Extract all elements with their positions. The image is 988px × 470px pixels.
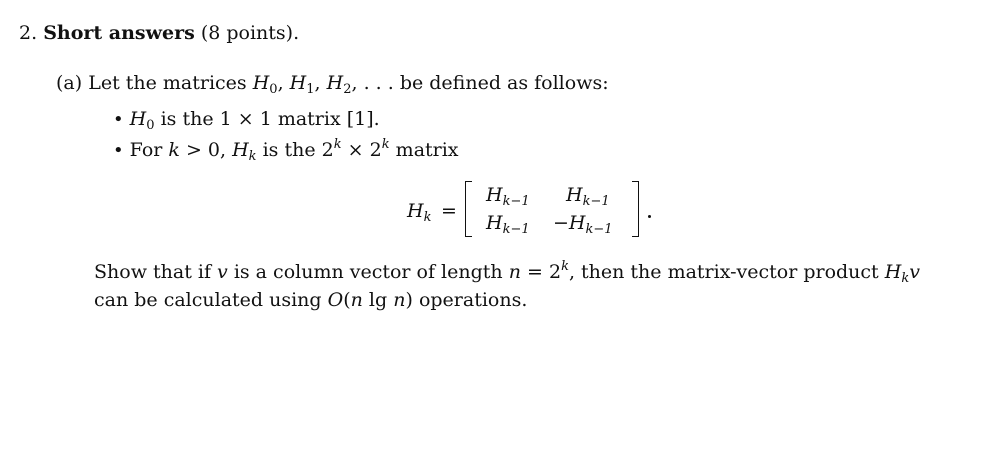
task-hk-v: $H_kv$: [884, 261, 920, 286]
matrix-cell-12: $H_{k-1}$: [566, 184, 610, 209]
bullet2-text-times: × $2^k$: [347, 137, 390, 161]
bullet2-text-end: matrix: [395, 139, 459, 161]
bullet2-var-k: k: [168, 139, 180, 161]
problem-points: (8 points).: [200, 22, 300, 44]
intro-h0: $H_0$: [252, 72, 278, 97]
intro-text-before: Let the matrices: [88, 72, 247, 94]
bullet2-cond: > 0,: [185, 139, 227, 161]
matrix-left-bracket: [465, 181, 472, 237]
matrix-cell-22: $-H_{k-1}$: [553, 212, 613, 237]
problem-heading: [19, 24, 299, 43]
task-var-v: v: [217, 261, 228, 283]
matrix-cell-11: $H_{k-1}$: [486, 184, 530, 209]
part-a-intro: (a) Let the matrices $H_0$, $H_1$, $H_2$, . . . be defined as follows:: [56, 72, 609, 97]
intro-h1: $H_1$: [289, 72, 315, 97]
bullet-item-1: [113, 108, 380, 133]
bullet1-h0: $H_0$: [129, 108, 155, 133]
bullet-marker: •: [113, 109, 124, 130]
matrix-cell-21: $H_{k-1}$: [486, 212, 530, 237]
equation-equals: =: [441, 200, 457, 222]
task-line-2: can be calculated using O(n lg n) operations.: [94, 289, 528, 311]
part-a-label: (a): [56, 72, 83, 94]
bullet2-text-mid: is the 2$^k$: [262, 137, 342, 161]
task-eq: = $2^k$: [527, 259, 569, 283]
equation-period: [648, 215, 651, 218]
task-var-n: n: [508, 261, 521, 283]
bullet2-hk: $H_k$: [232, 139, 257, 164]
bullet-marker: •: [113, 140, 124, 161]
problem-number: 2.: [19, 22, 38, 44]
intro-text-after: be defined as follows:: [399, 72, 609, 94]
problem-title: Short answers: [43, 22, 195, 44]
task-line-1: Show that if v is a column vector of length $n = 2^k$, then the matrix-vector product $H_kv$: [94, 259, 920, 286]
equation-lhs: $H_k$: [407, 200, 432, 225]
bullet2-text-start: For: [129, 139, 163, 161]
task-complexity: O(n lg n): [327, 289, 413, 311]
bullet-item-2: [113, 137, 459, 164]
matrix-right-bracket: [632, 181, 639, 237]
bullet1-text: is the 1 × 1 matrix [1].: [160, 108, 380, 130]
intro-h2: $H_2$: [326, 72, 352, 97]
